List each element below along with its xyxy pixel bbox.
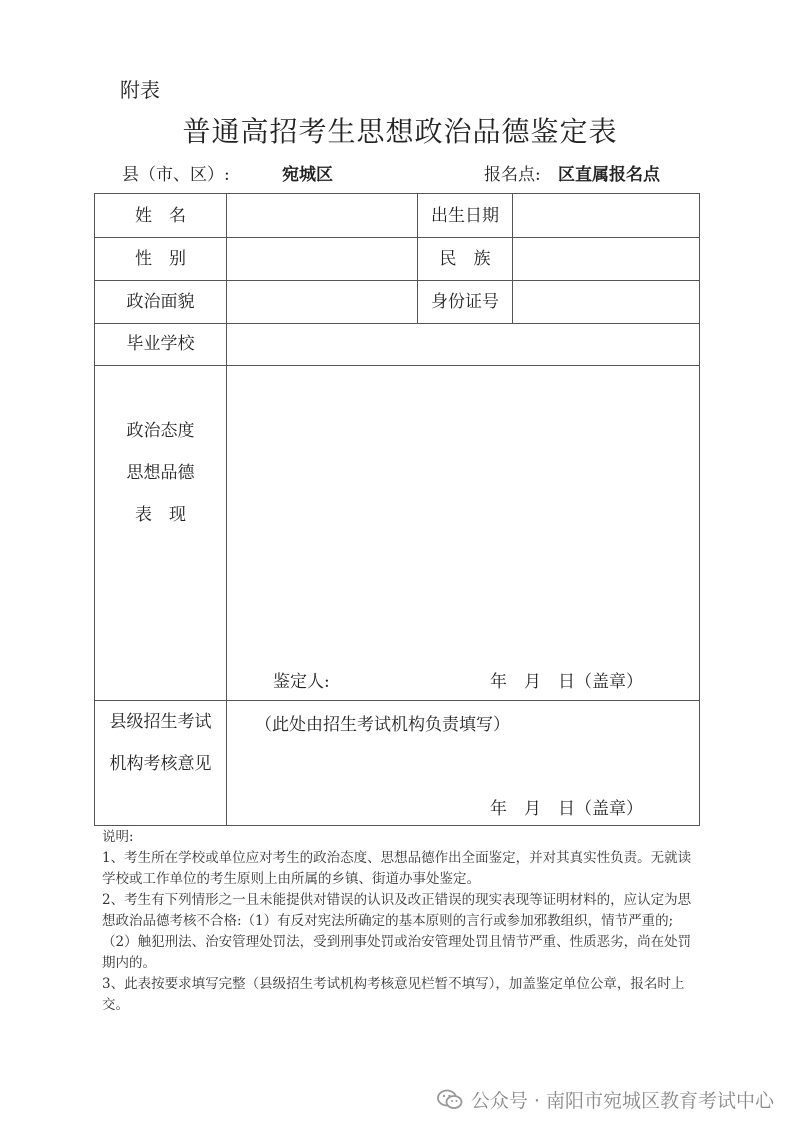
page-title: 普通高招考生思想政治品德鉴定表 xyxy=(182,115,618,148)
watermark-text: 公众号 · 南阳市宛城区教育考试中心 xyxy=(470,1090,774,1112)
instruction-item: 1、考生所在学校或单位应对考生的政治态度、思想品德作出全面鉴定，并对其真实性负责。无就读学校或工作单位的考生原则上由所属的乡镇、街道办事处鉴定。 xyxy=(102,850,692,887)
evaluation-label xyxy=(95,410,226,536)
appraiser-label: 鉴定人: xyxy=(273,672,330,692)
political-status-field[interactable] xyxy=(228,282,416,322)
name-field[interactable] xyxy=(228,196,416,236)
school-label: 毕业学校 xyxy=(126,334,195,354)
column-divider xyxy=(512,194,513,323)
evaluation-label-line: 表 现 xyxy=(135,505,186,525)
registration-point-value: 区直属报名点 xyxy=(558,165,660,185)
political-status-label: 政治面貌 xyxy=(126,292,195,312)
id-number-label: 身份证号 xyxy=(431,292,499,312)
ethnicity-field[interactable] xyxy=(514,239,698,279)
birthdate-field[interactable] xyxy=(514,196,698,236)
appendix-label: 附表 xyxy=(120,78,160,102)
instructions-heading: 说明: xyxy=(102,829,134,845)
appraisal-form-table xyxy=(94,193,700,826)
evaluation-label-line: 思想品德 xyxy=(126,463,195,483)
id-number-field[interactable] xyxy=(514,282,698,322)
row-divider xyxy=(95,365,699,366)
evaluation-field[interactable] xyxy=(228,367,698,657)
date-seal-line: 年 月 日（盖章） xyxy=(490,672,643,692)
instruction-item: 3、此表按要求填写完整（县级招生考试机构考核意见栏暂不填写），加盖鉴定单位公章，报名时上交。 xyxy=(102,976,685,1013)
county-value: 宛城区 xyxy=(282,165,333,185)
birthdate-label: 出生日期 xyxy=(431,206,499,226)
registration-point-label: 报名点: xyxy=(484,165,541,185)
wechat-icon xyxy=(437,1089,463,1111)
column-divider xyxy=(226,194,227,826)
watermark xyxy=(437,1086,774,1113)
instructions xyxy=(102,827,702,1016)
county-opinion-note: （此处由招生考试机构负责填写） xyxy=(255,715,510,735)
county-opinion-label-line: 县级招生考试 xyxy=(109,712,212,732)
ethnicity-label: 民 族 xyxy=(439,249,491,269)
county-label: 县（市、区）: xyxy=(122,165,230,185)
date-seal-line: 年 月 日（盖章） xyxy=(490,799,643,819)
instruction-item: 2、考生有下列情形之一且未能提供对错误的认识及改正错误的现实表现等证明材料的，应认定为思想政治品德考核不合格:（1）有反对宪法所确定的基本原则的言行或参加邪教组织，情节严重的;（2）触犯刑法、治安管理处罚法，受到刑事处罚或治安管理处罚且情节严重、性质恶劣，尚在处罚期内的。 xyxy=(102,892,692,971)
evaluation-label-line: 政治态度 xyxy=(126,421,195,441)
school-field[interactable] xyxy=(228,325,698,365)
gender-field[interactable] xyxy=(228,239,416,279)
name-label: 姓 名 xyxy=(135,206,186,226)
county-opinion-label xyxy=(95,701,226,785)
gender-label: 性 别 xyxy=(135,249,186,269)
county-opinion-label-line: 机构考核意见 xyxy=(109,754,212,774)
